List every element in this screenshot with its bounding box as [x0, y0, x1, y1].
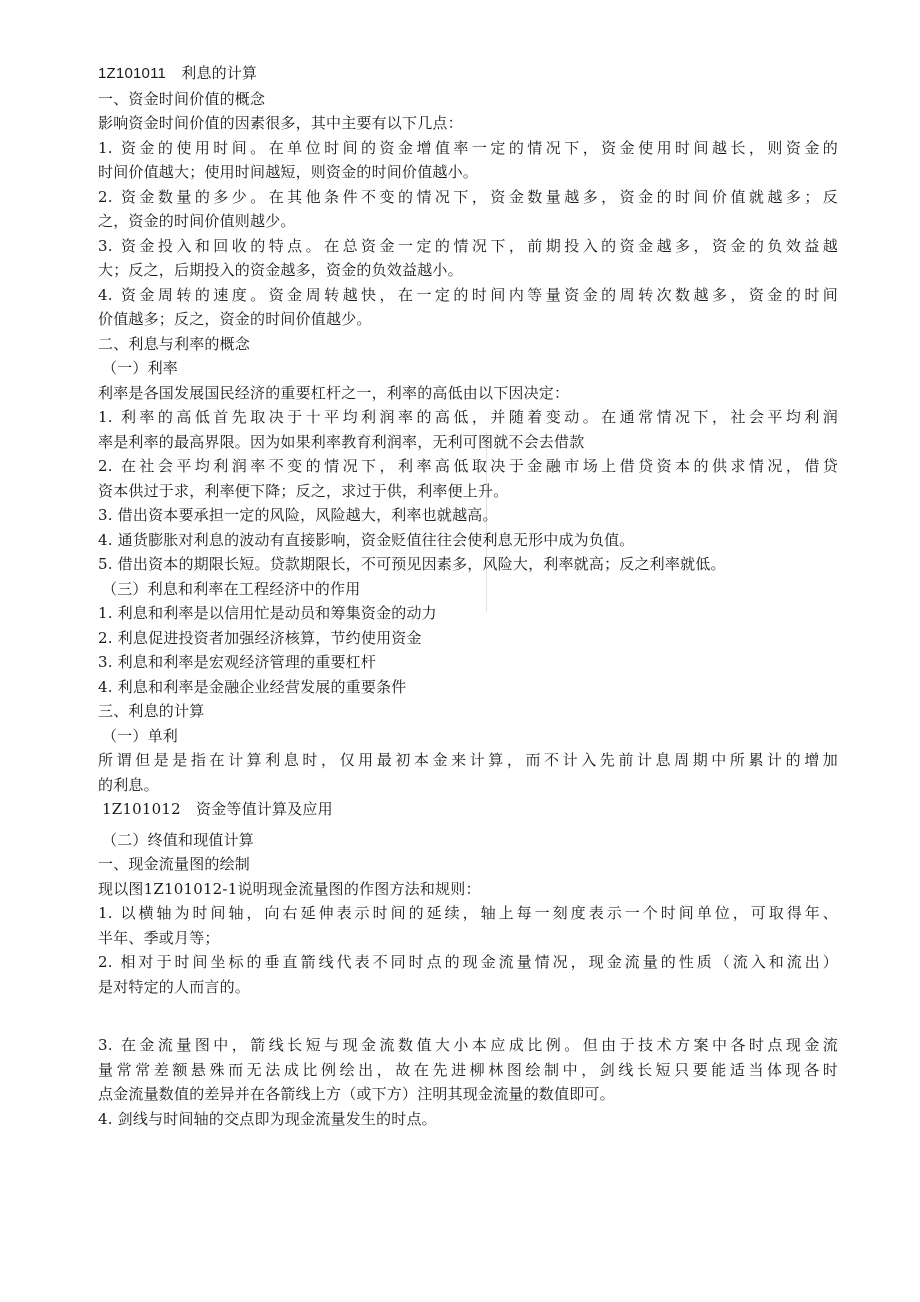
- section-4-item-2-line-2: 是对特定的人而言的。: [98, 977, 251, 996]
- section-4-item-3-line-2: 量常常差额悬殊而无法成比例绘出，故在先进柳林图绘制中，剑线长短只要能适当体现各时: [98, 1060, 838, 1079]
- section-4-sub-2: （二）终值和现值计算: [102, 830, 255, 849]
- section-4-item-1-line-2: 半年、季或月等；: [98, 928, 220, 947]
- section-2-role-1: 1. 利息和利率是以信用忙是动员和筹集资金的动力: [98, 604, 437, 622]
- section-1-title: 一、资金时间价值的概念: [98, 89, 266, 108]
- section-1-intro: 影响资金时间价值的因素很多，其中主要有以下几点：: [98, 114, 463, 132]
- section-2-role-2: 2. 利息促进投资者加强经济核算，节约使用资金: [98, 628, 422, 647]
- heading-1z101011: 1Z101011 利息的计算: [98, 65, 258, 82]
- section-3-definition-line-1: 所谓但是是指在计算利息时，仅用最初本金来计算，而不计入先前计息周期中所累计的增加: [98, 751, 838, 769]
- section-3-definition-line-2: 的利息。: [98, 775, 159, 794]
- section-4-title: 一、现金流量图的绘制: [98, 855, 251, 873]
- section-1-item-2-line-1: 2. 资金数量的多少。在其他条件不变的情况下，资金数量越多，资金的时间价值就越多；反: [98, 187, 838, 206]
- section-2-intro: 利率是各国发展国民经济的重要杠杆之一，利率的高低由以下因决定：: [98, 383, 570, 402]
- section-3-title: 三、利息的计算: [98, 702, 205, 720]
- section-2-item-1-line-1: 1. 利率的高低首先取决于十平均利润率的高低，并随着变动。在通常情况下，社会平均利润: [98, 408, 838, 426]
- section-3-sub-1: （一）单利: [102, 726, 179, 745]
- section-1-item-1-line-1: 1. 资金的使用时间。在单位时间的资金增值率一定的情况下，资金使用时间越长，则资金的: [98, 138, 838, 157]
- section-4-item-1-line-1: 1. 以横轴为时间轴，向右延伸表示时间的延续，轴上每一刻度表示一个时间单位，可取得年、: [98, 904, 838, 922]
- section-2-item-1-line-2: 率是利率的最高界限。因为如果利率教育利润率，无利可图就不会去借款: [98, 432, 585, 451]
- section-2-title: 二、利息与利率的概念: [98, 334, 251, 353]
- section-2-item-4: 4. 通货膨胀对利息的波动有直接影响，资金贬值往往会使利息无形中成为负值。: [98, 530, 635, 549]
- section-4-item-2-line-1: 2. 相对于时间坐标的垂直箭线代表不同时点的现金流量情况，现金流量的性质（流入和流出）: [98, 953, 838, 971]
- document-body: [98, 62, 838, 1131]
- section-2-role-3: 3. 利息和利率是宏观经济管理的重要杠杆: [98, 653, 377, 671]
- section-2-item-2-line-1: 2. 在社会平均利润率不变的情况下，利率高低取决于金融市场上借贷资本的供求情况，借贷: [98, 457, 838, 475]
- section-4-item-4: 4. 剑线与时间轴的交点即为现金流量发生的时点。: [98, 1109, 437, 1128]
- section-2-role-4: 4. 利息和利率是金融企业经营发展的重要条件: [98, 677, 407, 696]
- section-1-item-3-line-2: 大；反之，后期投入的资金越多，资金的负效益越小。: [98, 261, 463, 279]
- section-2-item-3: 3. 借出资本要承担一定的风险，风险越大，利率也就越高。: [98, 506, 498, 524]
- section-1-item-4-line-1: 4. 资金周转的速度。资金周转越快，在一定的时间内等量资金的周转次数越多，资金的时间: [98, 285, 838, 304]
- section-4-item-3-line-3: 点金流量数值的差异并在各箭线上方（或下方）注明其现金流量的数值即可。: [98, 1085, 615, 1103]
- section-4-item-3-line-1: 3. 在金流量图中，箭线长短与现金流数值大小本应成比例。但由于技术方案中各时点现金流: [98, 1036, 838, 1054]
- section-1-item-1-line-2: 时间价值越大；使用时间越短，则资金的时间价值越小。: [98, 163, 479, 181]
- section-1-item-2-line-2: 之，资金的时间价值则越少。: [98, 212, 296, 230]
- section-4-intro: 现以图1Z101012-1说明现金流量图的作图方法和规则：: [98, 879, 481, 898]
- section-1-item-3-line-1: 3. 资金投入和回收的特点。在总资金一定的情况下，前期投入的资金越多，资金的负效益越: [98, 236, 838, 255]
- section-1-item-4-line-2: 价值越多；反之，资金的时间价值越少。: [98, 310, 372, 328]
- section-2-sub-3: （三）利息和利率在工程经济中的作用: [102, 579, 361, 598]
- heading-1z101012: 1Z101012 资金等值计算及应用: [102, 800, 333, 818]
- section-2-sub-1: （一）利率: [102, 359, 179, 377]
- section-2-item-5: 5. 借出资本的期限长短。贷款期限长，不可预见因素多，风险大，利率就高；反之利率就低。: [98, 555, 726, 573]
- section-2-item-2-line-2: 资本供过于求，利率便下降；反之，求过于供，利率便上升。: [98, 481, 509, 500]
